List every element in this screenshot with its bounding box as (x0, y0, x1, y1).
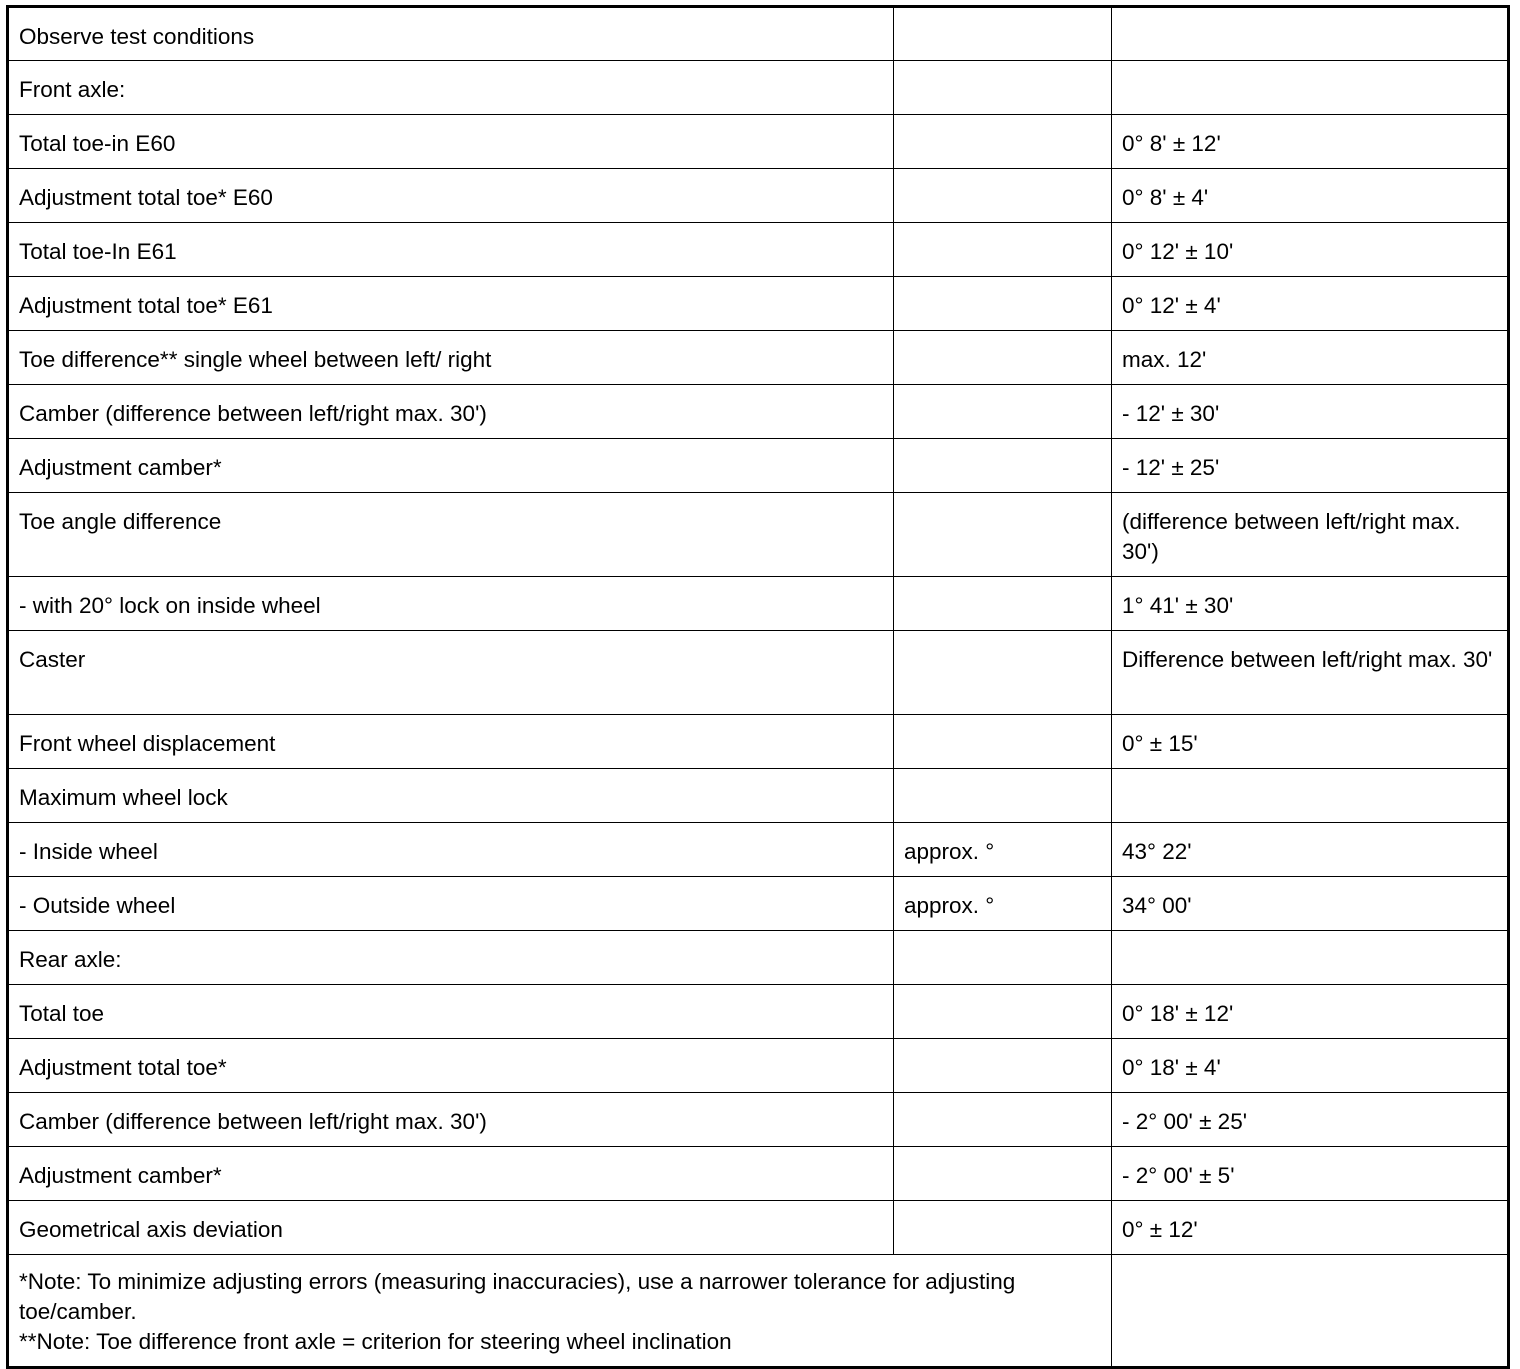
row-approx (894, 1201, 1112, 1255)
table-row (8, 631, 1509, 715)
table-row (8, 877, 1509, 931)
table-row (8, 1147, 1509, 1201)
table-row (8, 61, 1509, 115)
row-value: 0° 12' ± 10' (1112, 223, 1509, 277)
row-approx (894, 115, 1112, 169)
row-label: Adjustment total toe* (8, 1039, 894, 1093)
row-label: Total toe (8, 985, 894, 1039)
table-row (8, 931, 1509, 985)
table-row (8, 985, 1509, 1039)
row-label: Rear axle: (8, 931, 894, 985)
row-label: Total toe-in E60 (8, 115, 894, 169)
row-approx (894, 769, 1112, 823)
row-approx (894, 169, 1112, 223)
row-approx (894, 385, 1112, 439)
row-value: - 12' ± 30' (1112, 385, 1509, 439)
row-value: 34° 00' (1112, 877, 1509, 931)
wheel-alignment-spec-table (6, 5, 1510, 1369)
row-value: 0° 12' ± 4' (1112, 277, 1509, 331)
row-approx (894, 631, 1112, 715)
table-row (8, 1201, 1509, 1255)
row-value: 0° 18' ± 4' (1112, 1039, 1509, 1093)
row-value: 43° 22' (1112, 823, 1509, 877)
table-row (8, 331, 1509, 385)
row-label: Camber (difference between left/right max. 30') (8, 385, 894, 439)
row-label: Observe test conditions (8, 7, 894, 61)
table-row (8, 169, 1509, 223)
row-label: - Inside wheel (8, 823, 894, 877)
row-label: Front axle: (8, 61, 894, 115)
notes-cell (8, 1255, 1112, 1368)
row-value: 0° ± 15' (1112, 715, 1509, 769)
row-label: Camber (difference between left/right max. 30') (8, 1093, 894, 1147)
notes-empty-cell (1112, 1255, 1509, 1368)
table-row (8, 223, 1509, 277)
row-value (1112, 769, 1509, 823)
row-label: - Outside wheel (8, 877, 894, 931)
row-value (1112, 931, 1509, 985)
row-value: 0° ± 12' (1112, 1201, 1509, 1255)
row-approx (894, 277, 1112, 331)
note-toe-difference: **Note: Toe difference front axle = criterion for steering wheel inclination (19, 1329, 732, 1354)
row-value: - 2° 00' ± 25' (1112, 1093, 1509, 1147)
row-value: 0° 18' ± 12' (1112, 985, 1509, 1039)
row-value (1112, 61, 1509, 115)
row-approx (894, 331, 1112, 385)
row-value: max. 12' (1112, 331, 1509, 385)
row-label: Total toe-In E61 (8, 223, 894, 277)
row-label: Geometrical axis deviation (8, 1201, 894, 1255)
note-adjusting-tolerance: *Note: To minimize adjusting errors (measuring inaccuracies), use a narrower tolerance for adjusting toe/camber. (19, 1269, 1016, 1324)
row-value: 0° 8' ± 12' (1112, 115, 1509, 169)
table-row (8, 715, 1509, 769)
table-row (8, 1093, 1509, 1147)
table-row (8, 385, 1509, 439)
row-label: - with 20° lock on inside wheel (8, 577, 894, 631)
row-approx (894, 1039, 1112, 1093)
row-label: Adjustment camber* (8, 439, 894, 493)
row-approx (894, 577, 1112, 631)
row-approx (894, 493, 1112, 577)
row-value: Difference between left/right max. 30' (1112, 631, 1509, 715)
row-value: 1° 41' ± 30' (1112, 577, 1509, 631)
row-value: - 2° 00' ± 5' (1112, 1147, 1509, 1201)
row-approx (894, 1147, 1112, 1201)
row-label: Caster (8, 631, 894, 715)
row-label: Adjustment total toe* E60 (8, 169, 894, 223)
row-approx (894, 223, 1112, 277)
row-approx (894, 439, 1112, 493)
row-approx: approx. ° (894, 877, 1112, 931)
notes-row (8, 1255, 1509, 1368)
row-approx (894, 7, 1112, 61)
row-label: Adjustment total toe* E61 (8, 277, 894, 331)
row-label: Front wheel displacement (8, 715, 894, 769)
table-row (8, 493, 1509, 577)
row-approx (894, 931, 1112, 985)
row-approx (894, 715, 1112, 769)
row-label: Maximum wheel lock (8, 769, 894, 823)
row-label: Adjustment camber* (8, 1147, 894, 1201)
row-approx: approx. ° (894, 823, 1112, 877)
row-value (1112, 7, 1509, 61)
row-value: 0° 8' ± 4' (1112, 169, 1509, 223)
table-row (8, 823, 1509, 877)
row-approx (894, 985, 1112, 1039)
table-row (8, 439, 1509, 493)
row-value: - 12' ± 25' (1112, 439, 1509, 493)
table-row (8, 577, 1509, 631)
row-label: Toe angle difference (8, 493, 894, 577)
row-value: (difference between left/right max. 30') (1112, 493, 1509, 577)
table-row (8, 1039, 1509, 1093)
table-row (8, 277, 1509, 331)
row-approx (894, 1093, 1112, 1147)
table-row (8, 769, 1509, 823)
row-approx (894, 61, 1112, 115)
row-label: Toe difference** single wheel between left/ right (8, 331, 894, 385)
table-row (8, 7, 1509, 61)
table-row (8, 115, 1509, 169)
